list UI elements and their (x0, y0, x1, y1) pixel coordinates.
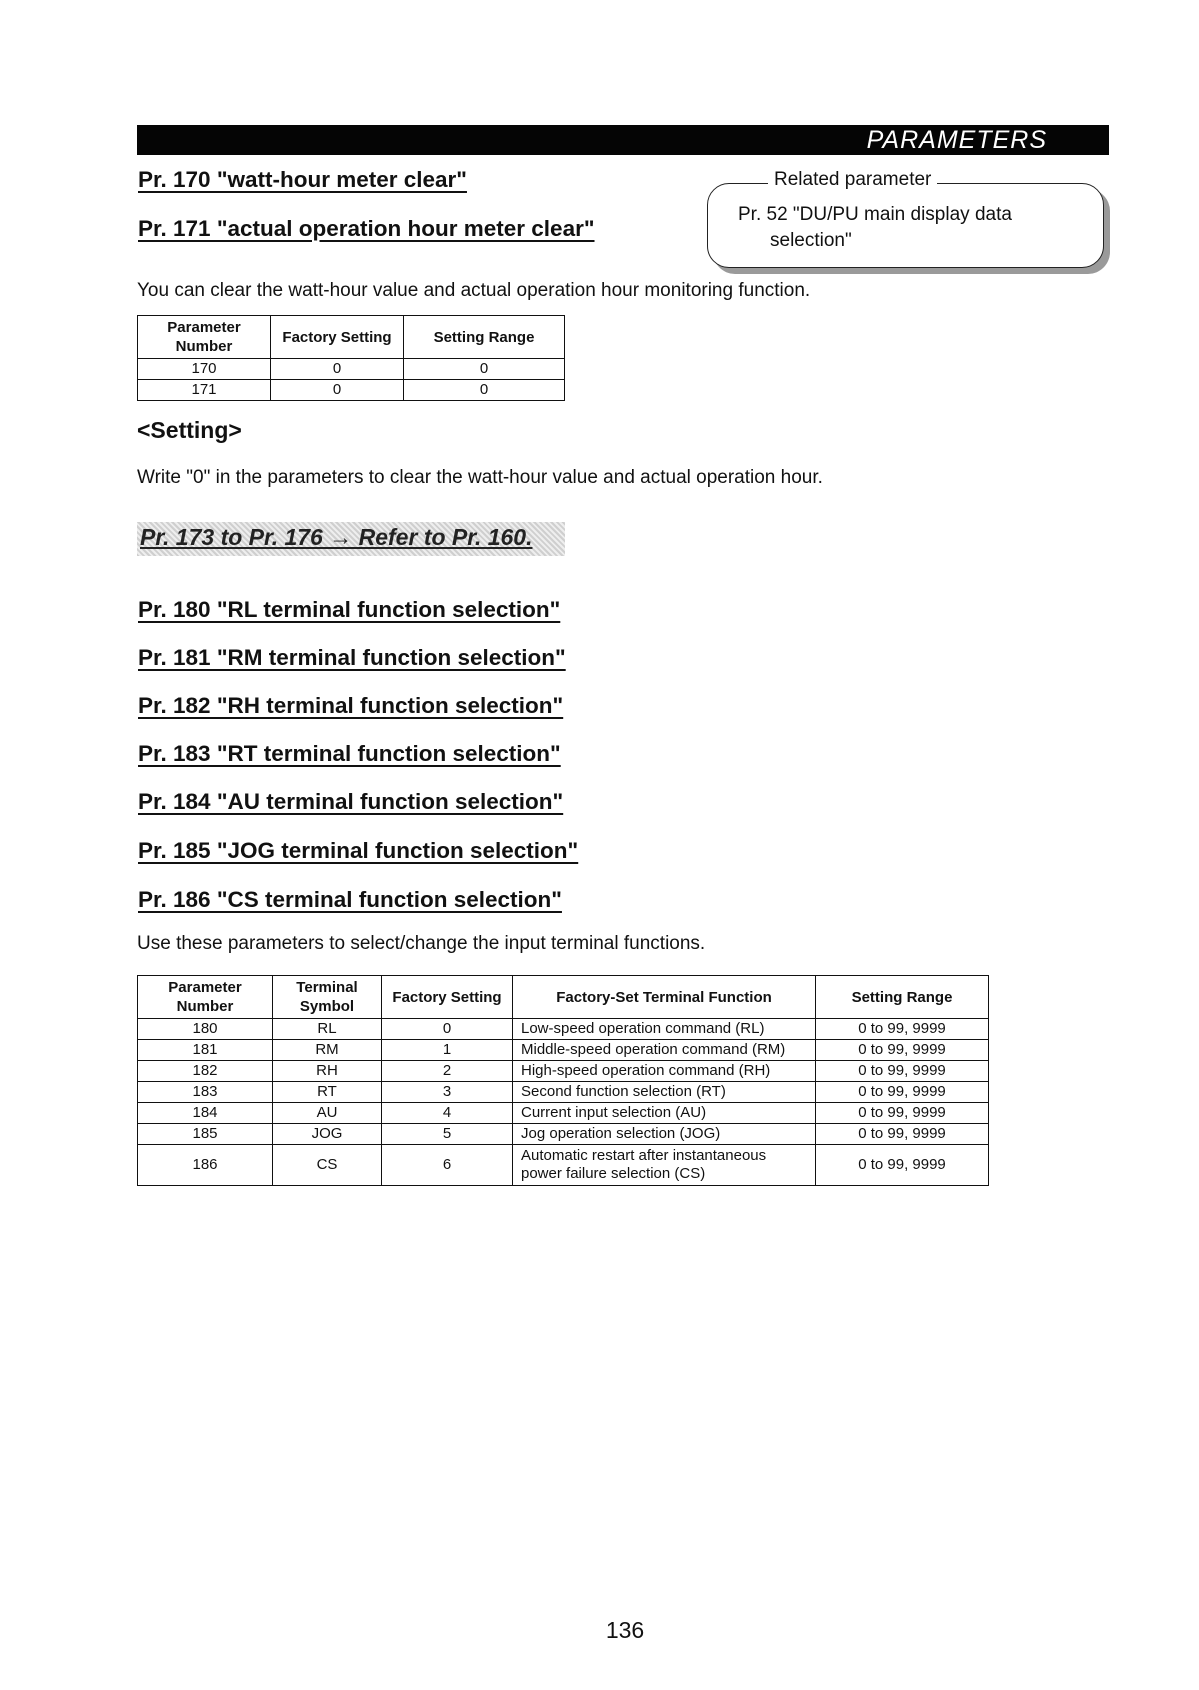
table-header-row (138, 976, 989, 1019)
col-setting-range: Setting Range (404, 316, 565, 359)
terminal-function-table (137, 975, 989, 1186)
cell: High-speed operation command (RH) (513, 1061, 816, 1082)
table-row (138, 380, 565, 401)
cell: 181 (138, 1040, 273, 1061)
cell: RL (273, 1019, 382, 1040)
cell: RT (273, 1082, 382, 1103)
cell: Current input selection (AU) (513, 1103, 816, 1124)
cell: 186 (138, 1145, 273, 1186)
col-parameter-number: Parameter Number (138, 316, 271, 359)
cell: CS (273, 1145, 382, 1186)
table-row (138, 1040, 989, 1061)
related-parameter-heading: Related parameter (768, 169, 937, 191)
cell: 5 (382, 1124, 513, 1145)
cell: 0 to 99, 9999 (816, 1103, 989, 1124)
title-pr-171: Pr. 171 "actual operation hour meter clear" (138, 216, 595, 241)
setting-heading: <Setting> (137, 417, 242, 443)
cell: 171 (138, 380, 271, 401)
table-row (138, 1019, 989, 1040)
table-header-row (138, 316, 565, 359)
cell: AU (273, 1103, 382, 1124)
section1-intro: You can clear the watt-hour value and actual operation hour monitoring function. (137, 280, 811, 301)
cell: 0 to 99, 9999 (816, 1019, 989, 1040)
page-number: 136 (605, 1617, 645, 1643)
cell: 0 to 99, 9999 (816, 1124, 989, 1145)
cell: 182 (138, 1061, 273, 1082)
section-header-bar (137, 125, 1109, 155)
cell: Low-speed operation command (RL) (513, 1019, 816, 1040)
cell: Second function selection (RT) (513, 1082, 816, 1103)
table-row (138, 1124, 989, 1145)
title-pr-170: Pr. 170 "watt-hour meter clear" (138, 167, 467, 192)
col-terminal-symbol: Terminal Symbol (273, 976, 382, 1019)
cell: 4 (382, 1103, 513, 1124)
related-parameter-text (738, 202, 1012, 254)
cell: 6 (382, 1145, 513, 1186)
setting-text: Write "0" in the parameters to clear the watt-hour value and actual operation hour. (137, 467, 823, 488)
table-row (138, 1145, 989, 1186)
parameter-table-170-171 (137, 315, 565, 401)
cell: 0 (404, 380, 565, 401)
cell: 0 (271, 359, 404, 380)
cell: 170 (138, 359, 271, 380)
cell: 0 to 99, 9999 (816, 1061, 989, 1082)
col-parameter-number: Parameter Number (138, 976, 273, 1019)
title-pr-185: Pr. 185 "JOG terminal function selection" (138, 838, 579, 863)
cell: 0 to 99, 9999 (816, 1040, 989, 1061)
title-pr-184: Pr. 184 "AU terminal function selection" (138, 789, 564, 814)
cell: JOG (273, 1124, 382, 1145)
cell: 1 (382, 1040, 513, 1061)
cell: 2 (382, 1061, 513, 1082)
title-pr-181: Pr. 181 "RM terminal function selection" (138, 645, 566, 670)
cell: 0 (404, 359, 565, 380)
cell: 185 (138, 1124, 273, 1145)
cell: 184 (138, 1103, 273, 1124)
col-setting-range: Setting Range (816, 976, 989, 1019)
related-line-2: selection" (770, 230, 852, 251)
header-label: PARAMETERS (866, 126, 1047, 154)
related-line-1: Pr. 52 "DU/PU main display data (738, 204, 1012, 225)
cell: 0 to 99, 9999 (816, 1145, 989, 1186)
cell: 0 (271, 380, 404, 401)
cell: 0 to 99, 9999 (816, 1082, 989, 1103)
cell: Automatic restart after instantaneous power failure selection (CS) (513, 1145, 816, 1186)
cell: RH (273, 1061, 382, 1082)
cell: 183 (138, 1082, 273, 1103)
cell: 3 (382, 1082, 513, 1103)
reference-link[interactable]: Pr. 173 to Pr. 176 → Refer to Pr. 160. (140, 524, 533, 550)
table-row (138, 1061, 989, 1082)
cell: RM (273, 1040, 382, 1061)
col-factory-setting: Factory Setting (382, 976, 513, 1019)
col-factory-setting: Factory Setting (271, 316, 404, 359)
title-pr-180: Pr. 180 "RL terminal function selection" (138, 597, 561, 622)
cell: 0 (382, 1019, 513, 1040)
cell: Middle-speed operation command (RM) (513, 1040, 816, 1061)
title-pr-182: Pr. 182 "RH terminal function selection" (138, 693, 564, 718)
table-row (138, 1082, 989, 1103)
cell: Jog operation selection (JOG) (513, 1124, 816, 1145)
cell: 180 (138, 1019, 273, 1040)
related-parameter-box (707, 169, 1104, 268)
col-terminal-function: Factory-Set Terminal Function (513, 976, 816, 1019)
title-pr-186: Pr. 186 "CS terminal function selection" (138, 887, 562, 912)
title-pr-183: Pr. 183 "RT terminal function selection" (138, 741, 561, 766)
table-row (138, 359, 565, 380)
section2-intro: Use these parameters to select/change the input terminal functions. (137, 933, 706, 954)
table-row (138, 1103, 989, 1124)
